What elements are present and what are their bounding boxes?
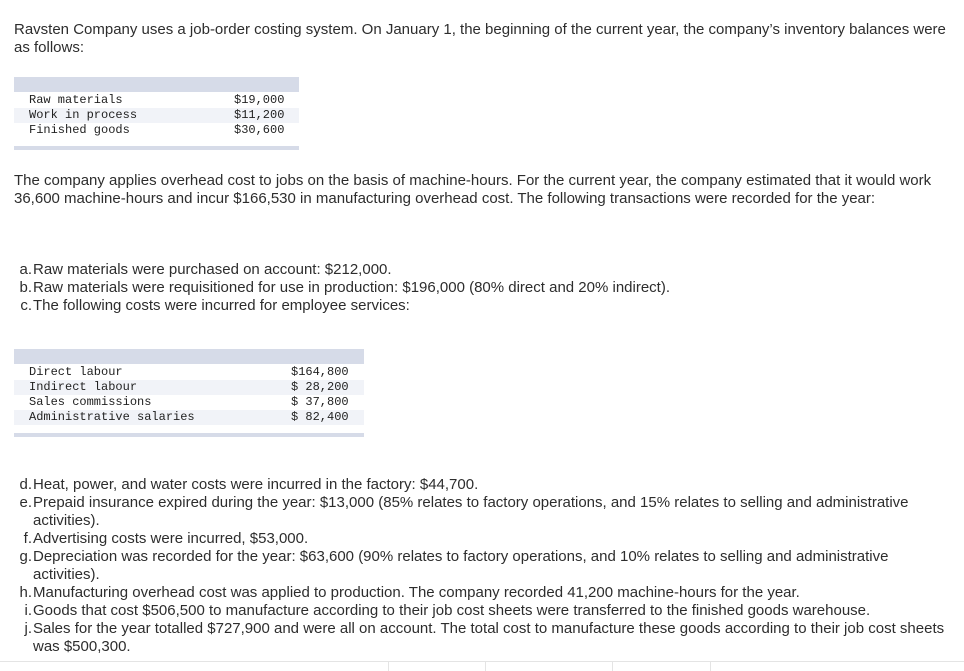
- row-value: $ 37,800: [291, 395, 349, 409]
- inventory-balances-table: [14, 77, 299, 150]
- table-header-band: [14, 77, 299, 92]
- item-marker: g.: [19, 548, 32, 565]
- item-marker: b.: [19, 279, 32, 296]
- item-text: Sales for the year totalled $727,900 and were all on account. The total cost to manufacture these goods according to their job cost sheets was $500,300.: [33, 620, 945, 655]
- item-marker: e.: [19, 494, 32, 511]
- row-value: $ 82,400: [291, 410, 364, 425]
- table-footer-band: [14, 146, 299, 150]
- item-text: Goods that cost $506,500 to manufacture according to their job cost sheets were transferred to the finished goods warehouse.: [33, 602, 871, 619]
- item-marker: h.: [19, 584, 32, 601]
- row-value: $11,200: [234, 108, 299, 123]
- table-footer-band: [14, 433, 364, 437]
- list-item: [16, 602, 951, 620]
- item-text: Prepaid insurance expired during the year: $13,000 (85% relates to factory operations, and 15% relates to selling and administrative activities).: [33, 494, 909, 529]
- item-text: Raw materials were requisitioned for use in production: $196,000 (80% direct and 20% indirect).: [33, 279, 671, 296]
- table-row: [14, 123, 299, 138]
- transactions-list-d-j: [16, 476, 951, 656]
- list-item: [16, 584, 951, 602]
- row-value: $30,600: [234, 123, 285, 137]
- item-text: Raw materials were purchased on account: $212,000.: [33, 261, 392, 278]
- intro-paragraph: Ravsten Company uses a job-order costing system. On January 1, the beginning of the current year, the company’s inventory balances were as follows:: [14, 21, 946, 56]
- item-marker: c.: [20, 297, 32, 314]
- row-value: $19,000: [234, 93, 285, 107]
- table-row: [14, 365, 364, 380]
- table-row: [14, 93, 299, 108]
- item-text: Depreciation was recorded for the year: $63,600 (90% relates to factory operations, and 10% relates to selling and administrative activities).: [33, 548, 889, 583]
- list-item: [16, 279, 951, 297]
- table-row: [14, 380, 364, 395]
- table-row: [14, 108, 299, 123]
- list-item: [16, 620, 951, 656]
- table-row: [14, 410, 364, 425]
- row-label: Administrative salaries: [14, 410, 291, 425]
- item-marker: j.: [24, 620, 32, 637]
- list-item: [16, 261, 951, 279]
- item-text: Advertising costs were incurred, $53,000.: [33, 530, 309, 547]
- item-marker: f.: [23, 530, 32, 547]
- table-row: [14, 395, 364, 410]
- overhead-paragraph: The company applies overhead cost to jobs on the basis of machine-hours. For the current year, the company estimated that it would work 36,600 machine-hours and incur $166,530 in manufacturing overhead cost. The following transactions were recorded for the year:: [14, 172, 932, 207]
- row-label: Finished goods: [29, 123, 130, 137]
- row-label: Sales commissions: [29, 395, 152, 409]
- item-marker: a.: [19, 261, 32, 278]
- item-marker: d.: [19, 476, 32, 493]
- list-item: [16, 476, 951, 494]
- transactions-list-a-c: [16, 261, 951, 315]
- row-label: Work in process: [14, 108, 234, 123]
- item-text: Heat, power, and water costs were incurred in the factory: $44,700.: [33, 476, 479, 493]
- item-text: Manufacturing overhead cost was applied to production. The company recorded 41,200 machine-hours for the year.: [33, 584, 800, 601]
- list-item: [16, 297, 951, 315]
- employee-services-table: [14, 349, 364, 437]
- row-label: Raw materials: [29, 93, 123, 107]
- row-value: $ 28,200: [291, 380, 364, 395]
- row-value: $164,800: [291, 365, 349, 379]
- list-item: [16, 548, 951, 584]
- row-label: Direct labour: [29, 365, 123, 379]
- list-item: [16, 530, 951, 548]
- item-text: The following costs were incurred for employee services:: [33, 297, 410, 314]
- row-label: Indirect labour: [14, 380, 291, 395]
- table-header-band: [14, 349, 364, 364]
- list-item: [16, 494, 951, 530]
- item-marker: i.: [24, 602, 32, 619]
